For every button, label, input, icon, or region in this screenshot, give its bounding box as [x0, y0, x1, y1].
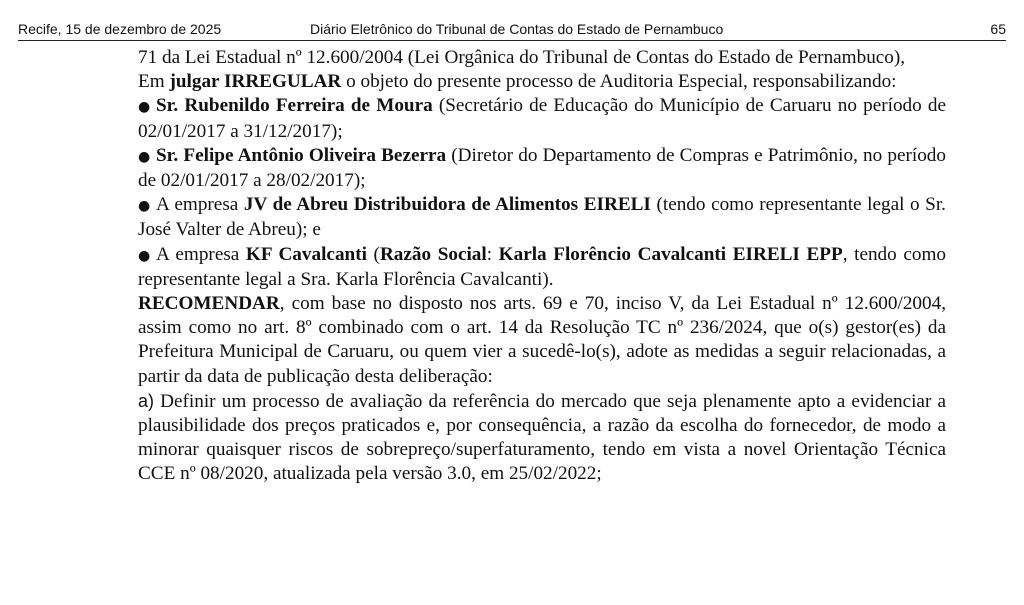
bold-name: Sr. Felipe Antônio Oliveira Bezerra: [156, 144, 447, 166]
paragraph-judgment: [138, 70, 946, 94]
text: A empresa: [156, 243, 246, 265]
header-location-date: Recife, 15 de dezembro de 2025: [18, 21, 222, 37]
bold-name: Sr. Rubenildo Ferreira de Moura: [156, 95, 433, 117]
paragraph-recommendation: [138, 292, 946, 389]
text: Em: [138, 71, 170, 93]
bullet-icon: ●: [138, 99, 151, 116]
bullet-icon: ●: [138, 247, 151, 264]
text: (tendo como representante legal o Sr. José Valter de Abreu); e: [138, 194, 946, 241]
text: , com base no disposto nos arts. 69 e 70, inciso V, da Lei Estadual nº 12.600/2004, assim como no art. 8º combinado com o art. 14 da Resolução TC nº 236/2024, que o(s) gestor(es) da Prefeitura Municipal de Caruaru, ou quem vier a sucedê-lo(s), adote as medidas a seguir relacionadas, a partir da data de publicação desta deliberação:: [138, 293, 946, 387]
bullet-icon: ●: [138, 148, 151, 165]
paragraph-item-a: [138, 389, 946, 487]
text: o objeto do presente processo de Auditoria Especial, responsabilizando:: [341, 71, 897, 93]
bullet-item-jv-abreu: [138, 193, 946, 242]
bullet-item-rubenildo: [138, 94, 946, 143]
text: :: [486, 243, 499, 265]
bold-recommend: RECOMENDAR: [138, 293, 280, 315]
header-publication-title: Diário Eletrônico do Tribunal de Contas do Estado de Pernambuco: [310, 21, 724, 37]
text: (Diretor do Departamento de Compras e Patrimônio, no período de 02/01/2017 a 28/02/2017);: [138, 144, 946, 192]
bullet-item-felipe: [138, 144, 946, 193]
bold-label: Razão Social: [379, 243, 487, 265]
item-label: a): [138, 390, 155, 411]
text: Definir um processo de avaliação da referência do mercado que seja plenamente apto a evidenciar a plausibilidade dos preços praticados e, por consequência, a razão da escolha do fornecedor, de modo a minorar quaisquer riscos de sobrepreço/superfaturamento, tendo em vista a novel Orientação Técnica CCE nº 08/2020, atualizada pela versão 3.0, em 25/02/2022;: [138, 390, 946, 485]
text: A empresa: [156, 194, 244, 216]
bold-company: JV de Abreu Distribuidora de Alimentos EIRELI: [243, 194, 651, 216]
bold-company-legal-name: Karla Florêncio Cavalcanti EIRELI EPP: [498, 243, 843, 265]
bullet-icon: ●: [138, 198, 151, 215]
bold-judgment: julgar IRREGULAR: [169, 71, 342, 93]
text: , tendo como representante legal a Sra. Karla Florência Cavalcanti).: [138, 243, 946, 290]
page-number: 65: [990, 21, 1006, 37]
page-header: [18, 20, 1006, 41]
paragraph-law-reference: 71 da Lei Estadual nº 12.600/2004 (Lei Orgânica do Tribunal de Contas do Estado de Pernambuco),: [138, 47, 906, 68]
text: (Secretário de Educação do Município de Caruaru no período de 02/01/2017 a 31/12/2017);: [138, 95, 946, 142]
text: (: [366, 243, 380, 265]
bold-company: KF Cavalcanti: [245, 243, 367, 265]
document-body: [138, 46, 946, 487]
bullet-item-kf-cavalcanti: [138, 243, 946, 292]
